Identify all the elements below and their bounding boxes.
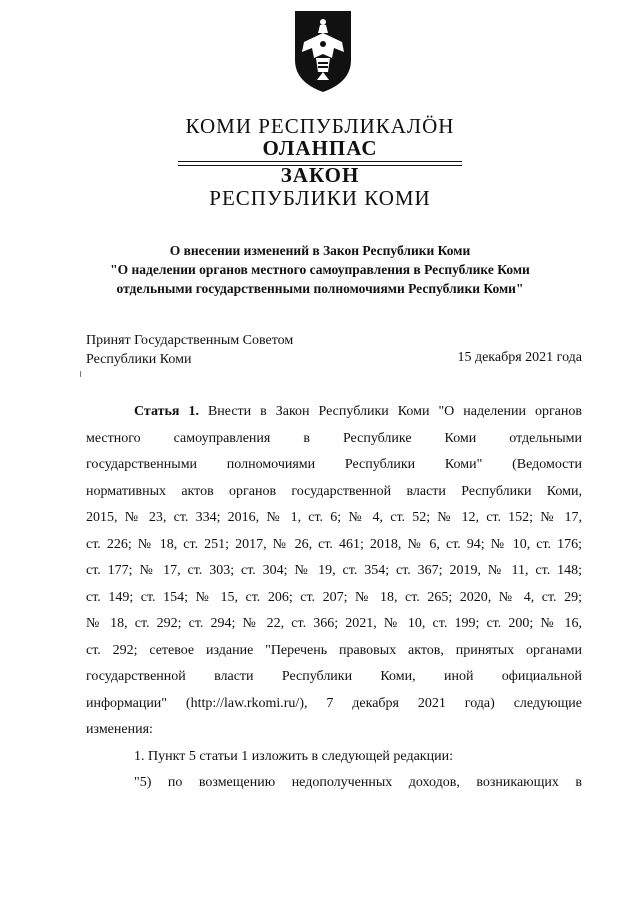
article-line: ст. 226; № 18, ст. 251; 2017, № 26, ст. 461; 2018, № 6, ст. 94; № 10, ст. 176; — [86, 536, 582, 552]
adoption-line: Принят Государственным Советом — [86, 333, 294, 348]
article-item-quote: "5) по возмещению недополученных доходов, возникающих в — [134, 775, 582, 790]
adoption-note — [86, 331, 293, 369]
coat-of-arms-emblem — [292, 8, 354, 94]
article-label: Статья 1. — [134, 404, 199, 419]
article-body — [86, 399, 582, 797]
article-line: государственной власти Республики Коми, иной официальной — [86, 669, 582, 684]
law-title — [60, 241, 580, 298]
article-item: 1. Пункт 5 статьи 1 изложить в следующей редакции: — [134, 748, 453, 764]
article-line: местного самоуправления в Республике Коми отдельными — [86, 430, 582, 446]
law-title-line: О внесении изменений в Закон Республики Коми — [169, 243, 471, 258]
header-zakon: ЗАКОН — [280, 163, 360, 187]
header-respubliki: РЕСПУБЛИКИ КОМИ — [209, 186, 431, 210]
article-line: 2015, № 23, ст. 334; 2016, № 1, ст. 6; № 4, ст. 52; № 12, ст. 152; № 17, — [86, 510, 582, 525]
article-line: № 18, ст. 292; ст. 294; № 22, ст. 366; 2021, № 10, ст. 199; ст. 200; № 16, — [86, 616, 582, 631]
adoption-date: 15 декабря 2021 года — [457, 350, 582, 365]
adoption-line: Республики Коми — [86, 352, 192, 367]
header-komi-line: КОМИ РЕСПУБЛИКАЛÖН — [185, 114, 455, 138]
article-line: ст. 177; № 17, ст. 303; ст. 304; № 19, ст. 354; ст. 367; 2019, № 11, ст. 148; — [86, 563, 582, 578]
article-line: нормативных актов органов государственной власти Республики Коми, — [86, 483, 582, 499]
header-olanpas: ОЛАНПАС — [262, 136, 378, 160]
article-line: ст. 149; ст. 154; № 15, ст. 206; ст. 207; № 18, ст. 265; 2020, № 4, ст. 29; — [86, 589, 582, 605]
article-line: изменения: — [86, 722, 153, 737]
article-line: ст. 292; сетевое издание "Перечень правовых актов, принятых органами — [86, 642, 582, 658]
law-title-line: отдельными государственными полномочиями Республики Коми" — [116, 281, 524, 296]
article-line: Статья 1. Внести в Закон Республики Коми "О наделении органов — [134, 404, 583, 419]
article-line: информации" (http://law.rkomi.ru/), 7 декабря 2021 года) следующие — [86, 695, 582, 711]
margin-mark — [80, 371, 81, 377]
law-title-line: "О наделении органов местного самоуправления в Республике Коми — [110, 262, 530, 277]
article-line: государственными полномочиями Республики Коми" (Ведомости — [86, 457, 582, 472]
header-divider — [178, 161, 462, 162]
